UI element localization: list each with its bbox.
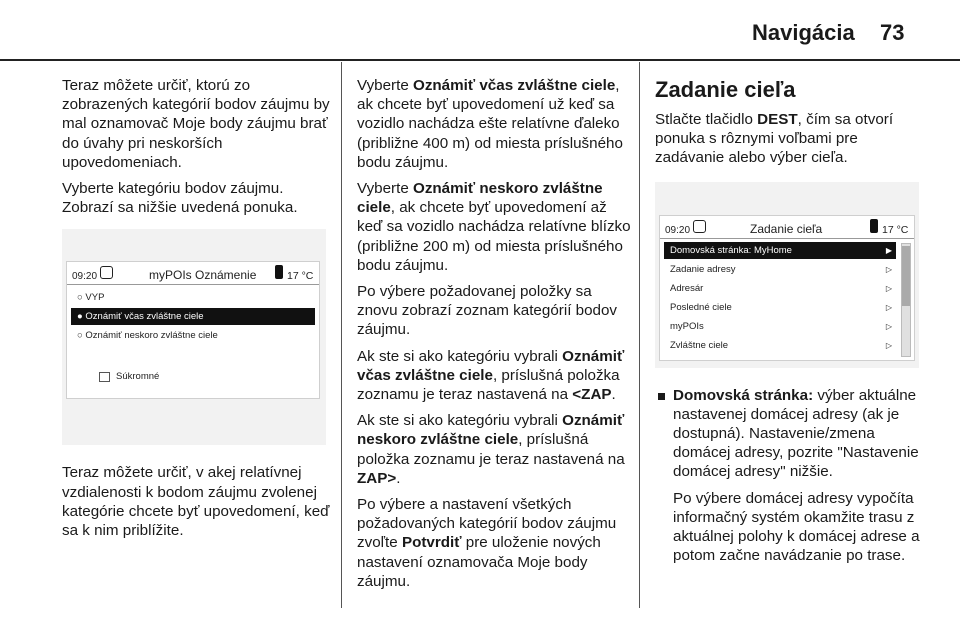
option-early[interactable]: ● Oznámiť včas zvláštne ciele bbox=[71, 308, 315, 325]
menu-item-enter-address[interactable] bbox=[664, 261, 896, 278]
bold-term: Oznámiť neskoro zvláštne ciele bbox=[357, 180, 603, 217]
chevron-right-icon: ▷ bbox=[885, 321, 892, 331]
menu-item-mypois[interactable] bbox=[664, 318, 896, 335]
menu-item-recent[interactable] bbox=[664, 299, 896, 316]
temperature: 17 °C bbox=[882, 223, 909, 236]
option-label: VYP bbox=[85, 292, 105, 304]
paragraph: Ak ste si ako kategóriu vybrali Oznámiť včas zvláštne ciele, príslušná položka zoznamu je teraz nastavená na <ZAP. bbox=[357, 347, 625, 404]
paragraph: Vyberte kategóriu bodov záujmu. Zobrazí sa nižšie uvedená ponuka. bbox=[62, 180, 298, 217]
status-bar bbox=[67, 262, 319, 285]
category-label: Súkromné bbox=[116, 371, 160, 383]
bold-term: <ZAP bbox=[572, 386, 612, 404]
scrollbar[interactable] bbox=[901, 243, 911, 357]
menu-item-label: Zvláštne ciele bbox=[670, 339, 729, 351]
paragraph: Teraz môžete určiť, ktorú zo zobrazených kategórií bodov záujmu by mal oznamovač Moje body záujmu brať do úvahy pri neskorších upovedomeniach. bbox=[62, 77, 330, 171]
bold-term: DEST bbox=[757, 111, 798, 128]
scrollbar-thumb[interactable] bbox=[902, 246, 910, 306]
clock: 09:20 bbox=[665, 224, 691, 236]
section-heading: Zadanie cieľa bbox=[655, 77, 796, 102]
option-late[interactable]: ○ Oznámiť neskoro zvláštne ciele bbox=[77, 330, 218, 342]
mode-icon bbox=[100, 266, 113, 279]
option-label: Oznámiť neskoro zvláštne ciele bbox=[85, 330, 218, 342]
display-screen bbox=[659, 215, 915, 361]
paragraph: Po výbere a nastavení všetkých požadovaných kategórií bodov záujmu zvoľte Potvrdiť pre uloženie nových nastavení oznamovača Moje body záujmu. bbox=[357, 496, 617, 590]
column-divider-1 bbox=[341, 62, 342, 608]
option-label: Oznámiť včas zvláštne ciele bbox=[85, 311, 204, 323]
thermometer-icon bbox=[870, 219, 878, 233]
column-divider-2 bbox=[639, 62, 640, 608]
column-2 bbox=[357, 76, 631, 598]
status-bar bbox=[660, 216, 914, 239]
bold-term: ZAP> bbox=[357, 469, 397, 487]
paragraph: Domovská stránka: výber aktuálne nastavenej domácej adresy (ak je dostupná). Nastavenie/zmena domácej adresy, pozrite "Nastavenie domácej adresy" nižšie. bbox=[673, 386, 919, 481]
menu-item-label: Zadanie adresy bbox=[670, 263, 736, 275]
menu-item-special[interactable] bbox=[664, 337, 896, 354]
mode-icon bbox=[693, 220, 706, 233]
bullet-square-icon bbox=[658, 393, 665, 400]
bullet-item bbox=[655, 386, 927, 566]
paragraph: Ak ste si ako kategóriu vybrali Oznámiť neskoro zvláštne ciele, príslušná položka zoznamu je teraz nastavená na ZAP>. bbox=[357, 412, 625, 487]
header-rule bbox=[0, 59, 960, 61]
menu-item-label: Adresár bbox=[670, 282, 704, 294]
menu-item-label: myPOIs bbox=[670, 320, 704, 332]
menu-item-home[interactable] bbox=[664, 242, 896, 259]
paragraph: Stlačte tlačidlo DEST, čím sa otvorí ponuka s rôznymi voľbami pre zadávanie alebo výber cieľa. bbox=[655, 111, 894, 167]
chevron-right-icon: ▷ bbox=[885, 283, 892, 293]
clock: 09:20 bbox=[72, 271, 98, 283]
paragraph: Po výbere požadovanej položky sa znovu zobrazí zoznam kategórií bodov záujmu. bbox=[357, 283, 618, 339]
bold-term: Potvrdiť bbox=[401, 534, 462, 552]
display-screen bbox=[66, 261, 320, 399]
paragraph: Vyberte Oznámiť včas zvláštne ciele, ak chcete byť upovedomení už keď sa vozidlo nachádza ešte relatívne ďaleko (približne 400 m) od miesta príslušného bodu záujmu. bbox=[357, 77, 623, 171]
screen-title: myPOIs Oznámenie bbox=[149, 268, 257, 283]
paragraph: Vyberte Oznámiť neskoro zvláštne ciele, ak chcete byť upovedomení až keď sa vozidlo nachádza relatívne blízko (približne 200 m) od miesta príslušného bodu záujmu. bbox=[357, 180, 631, 274]
page-number: 73 bbox=[880, 20, 905, 45]
chevron-right-icon: ▶ bbox=[885, 245, 892, 255]
chevron-right-icon: ▷ bbox=[885, 340, 892, 350]
temperature: 17 °C bbox=[287, 270, 314, 283]
chevron-right-icon: ▷ bbox=[885, 264, 892, 274]
menu-item-label: Posledné ciele bbox=[670, 301, 732, 313]
screenshot-mypois-notification bbox=[62, 229, 326, 445]
column-1 bbox=[62, 76, 330, 547]
screenshot-destination-menu bbox=[655, 182, 919, 368]
paragraph: Teraz môžete určiť, v akej relatívnej vzdialenosti k bodom záujmu zvolenej kategórie chcete byť upovedomení, keď sa k nim priblížite. bbox=[62, 464, 330, 540]
column-3 bbox=[655, 78, 927, 572]
category-icon bbox=[99, 372, 110, 382]
thermometer-icon bbox=[275, 265, 283, 279]
bold-term: Oznámiť včas zvláštne ciele bbox=[357, 347, 625, 384]
category-row bbox=[93, 368, 293, 385]
bold-term: Oznámiť včas zvláštne ciele bbox=[413, 77, 616, 94]
page-header-title: Navigácia bbox=[752, 20, 855, 45]
menu-item-label: Domovská stránka: MyHome bbox=[670, 244, 792, 256]
bold-term: Domovská stránka: bbox=[673, 386, 814, 404]
screen-title: Zadanie cieľa bbox=[750, 221, 823, 236]
chevron-right-icon: ▷ bbox=[885, 302, 892, 312]
menu-item-address-book[interactable] bbox=[664, 280, 896, 297]
bold-term: Oznámiť neskoro zvláštne ciele bbox=[357, 412, 625, 449]
option-off[interactable]: ○ VYP bbox=[77, 292, 105, 304]
paragraph: Po výbere domácej adresy vypočíta informačný systém okamžite trasu z aktuálnej polohy k domácej adrese a potom začne navádzanie po trase. bbox=[673, 489, 920, 565]
